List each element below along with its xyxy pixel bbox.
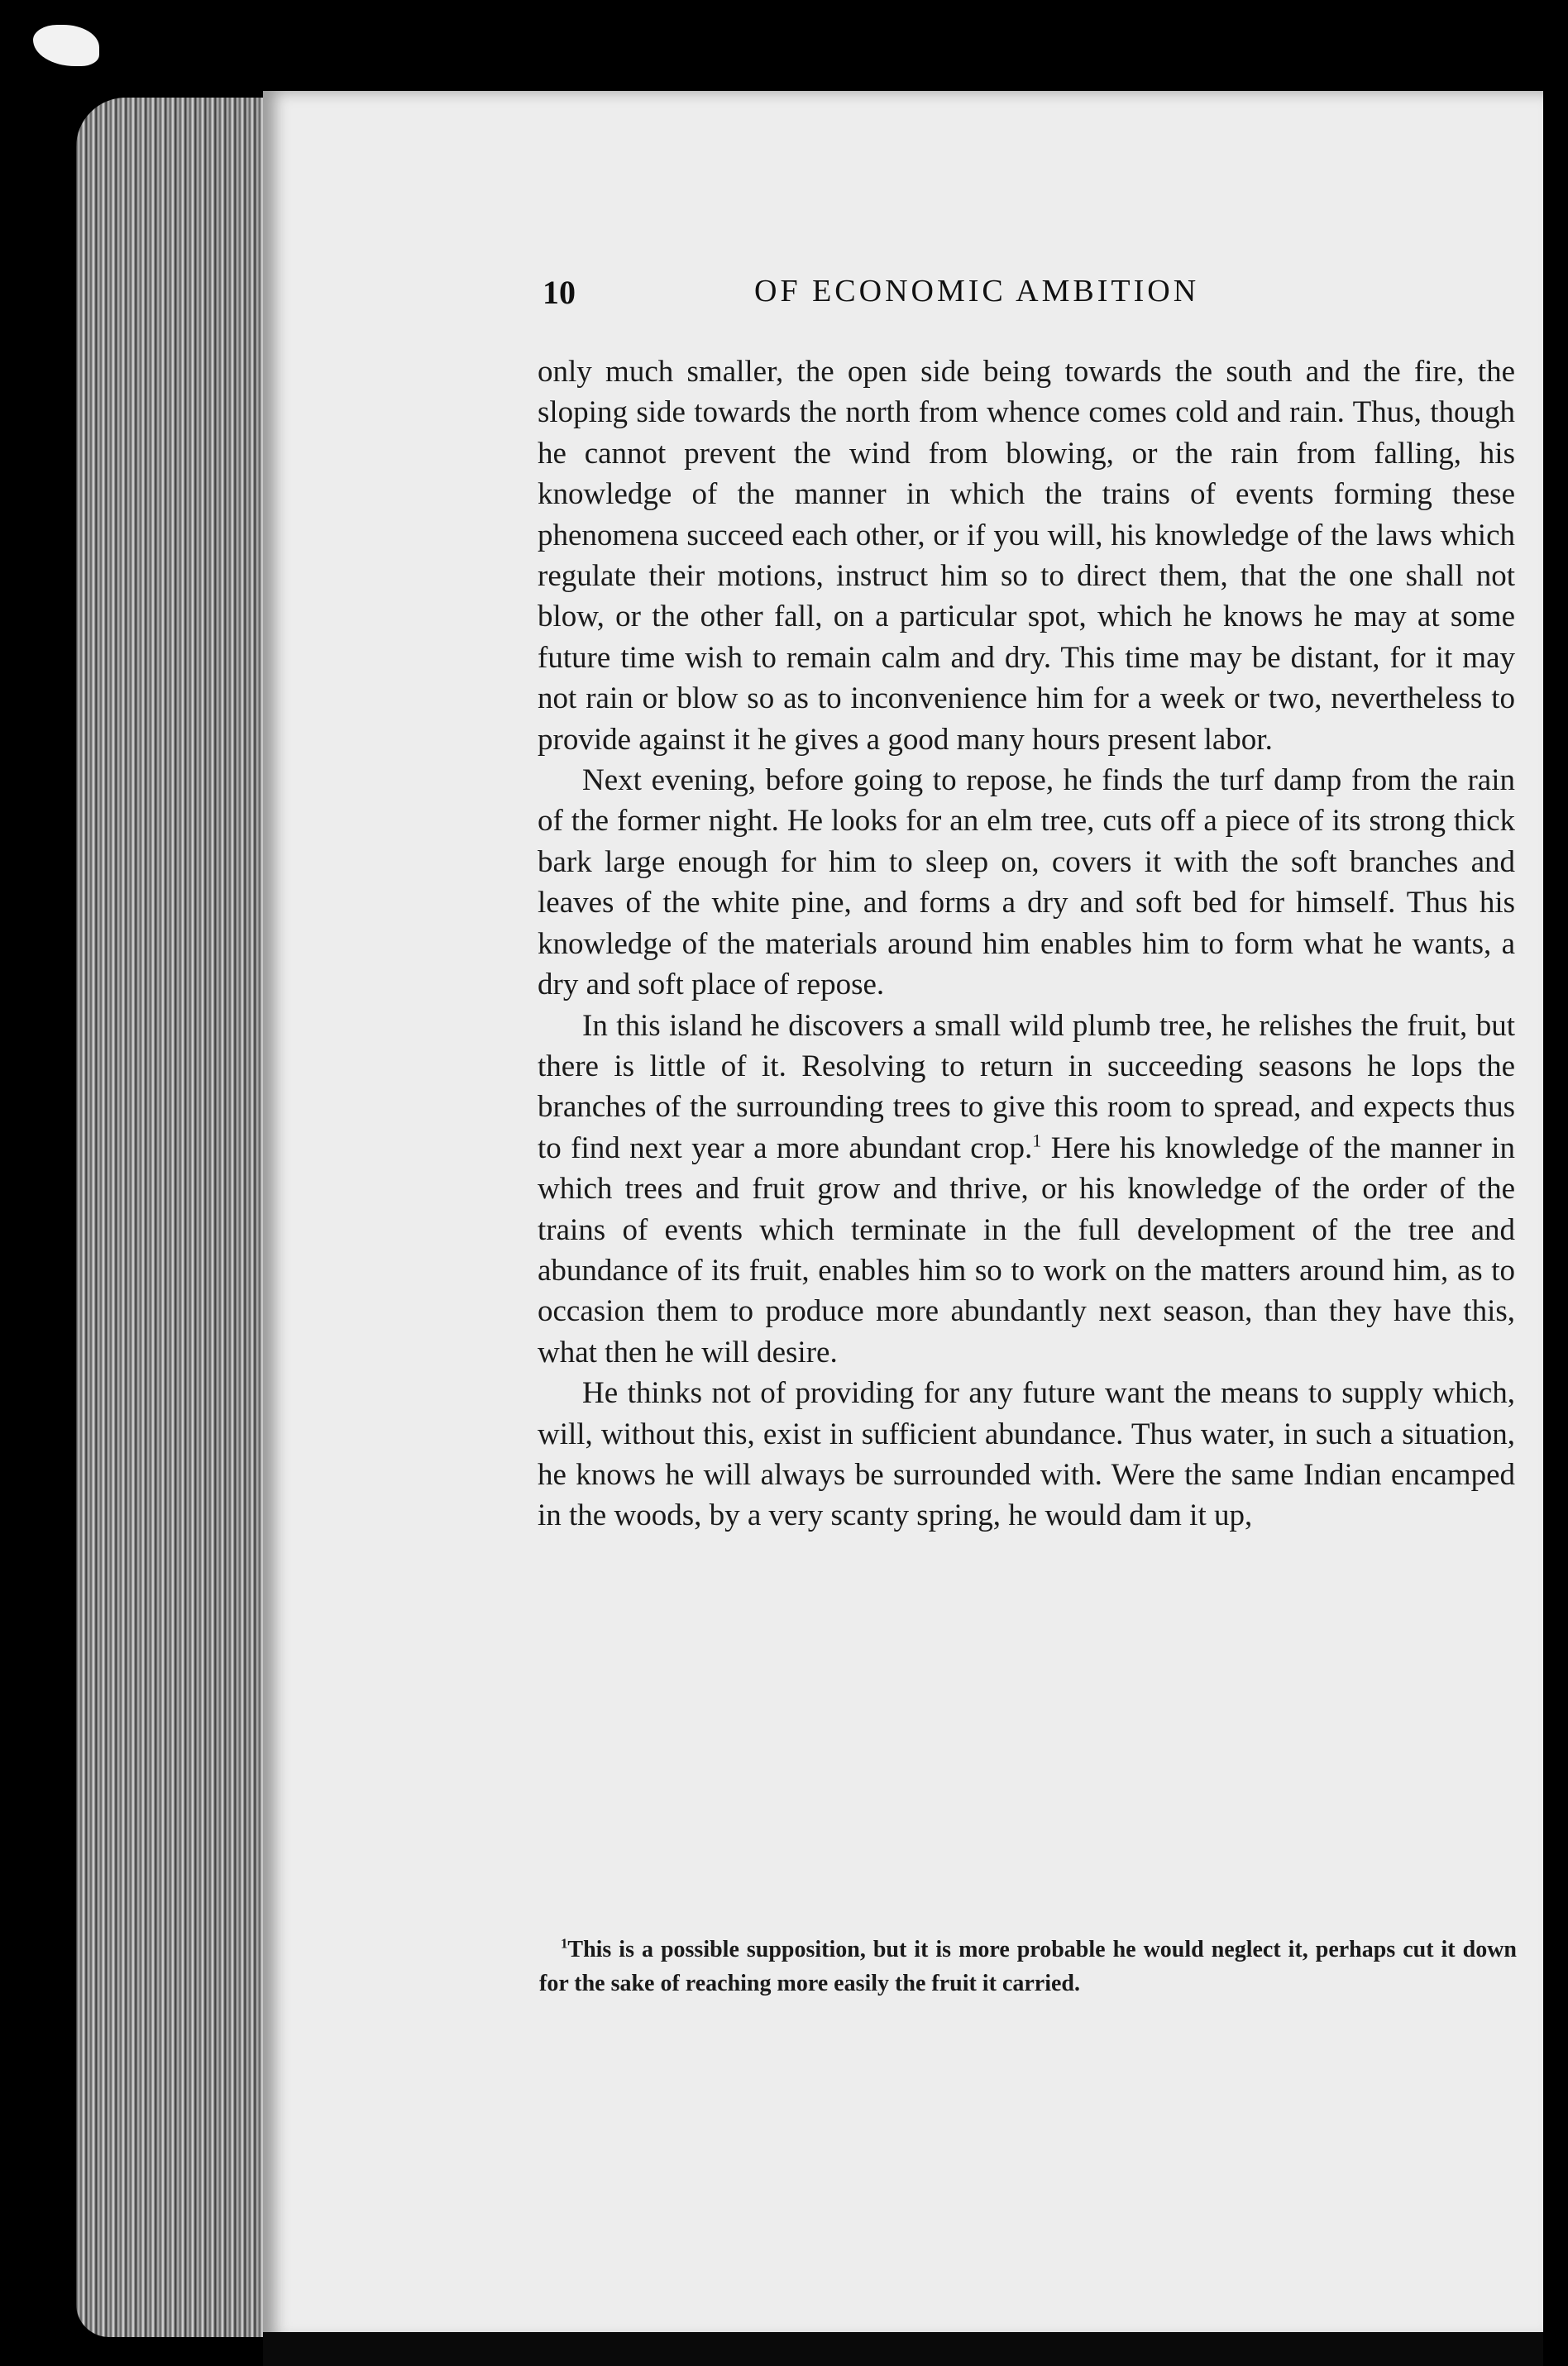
paragraph-1: only much smaller, the open side being towards the south and the fire, the sloping side towards the north from whence comes cold and rain. Thus, though he cannot prevent the wind from blowing, or the rain from falling, his knowledge of the manner in which the trains of events forming these phenomena succeed each other, or if you will, his knowledge of the laws which regulate their motions, instruct him so to direct them, that the one shall not blow, or the other fall, on a particular spot, which he knows he may at some future time wish to remain calm and dry. This time may be distant, for it may not rain or blow so as to inconvenience him for a week or two, nevertheless to provide against it he gives a good many hours present labor.	[538, 355, 1515, 757]
paragraph-2: Next evening, before going to repose, he finds the turf damp from the rain of the former night. He looks for an elm tree, cuts off a piece of its strong thick bark large enough for him to sleep on, covers it with the soft branches and leaves of the white pine, and forms a dry and soft bed for himself. Thus his knowledge of the materials around him enables him to form what he wants, a dry and soft place of repose.	[538, 763, 1515, 1002]
footnote-marker: 1	[561, 1935, 568, 1952]
footnote	[539, 1933, 1517, 2000]
page-number: 10	[543, 274, 576, 311]
page-header	[543, 273, 1518, 323]
footnote-text: This is a possible supposition, but it is more probable he would neglect it, perhaps cut it down for the sake of reaching more easily the fruit it carried.	[539, 1937, 1517, 1996]
footnote-reference: 1	[1032, 1130, 1042, 1151]
running-head: OF ECONOMIC AMBITION	[754, 274, 1200, 308]
book-page-edges	[76, 98, 266, 2337]
torn-paper-corner	[0, 0, 124, 91]
paragraph-3-text: In this island he discovers a small wild plumb tree, he relishes the fruit, but there is little of it. Resolving to return in succeeding seasons he lops the branches of the surrounding trees to give this room to spread, and expects thus to find next year a more abundant crop.	[538, 1008, 1515, 1165]
bottom-edge-shadow	[263, 2332, 1543, 2366]
paragraph-3	[538, 1006, 1515, 1374]
body-text	[538, 351, 1515, 1537]
paragraph-4: He thinks not of providing for any future want the means to supply which, will, without this, exist in sufficient abundance. Thus water, in such a situation, he knows he will always be surrounded with. Were the same Indian encamped in the woods, by a very scanty spring, he would dam it up,	[538, 1376, 1515, 1533]
paragraph-3-continuation: Here his knowledge of the manner in which trees and fruit grow and thrive, or his knowledge of the order of the trains of events which terminate in the full development of the tree and abundance of its fruit, enables him so to work on the matters around him, as to occasion them to produce more abundantly next season, than they have this, what then he will desire.	[538, 1130, 1515, 1369]
